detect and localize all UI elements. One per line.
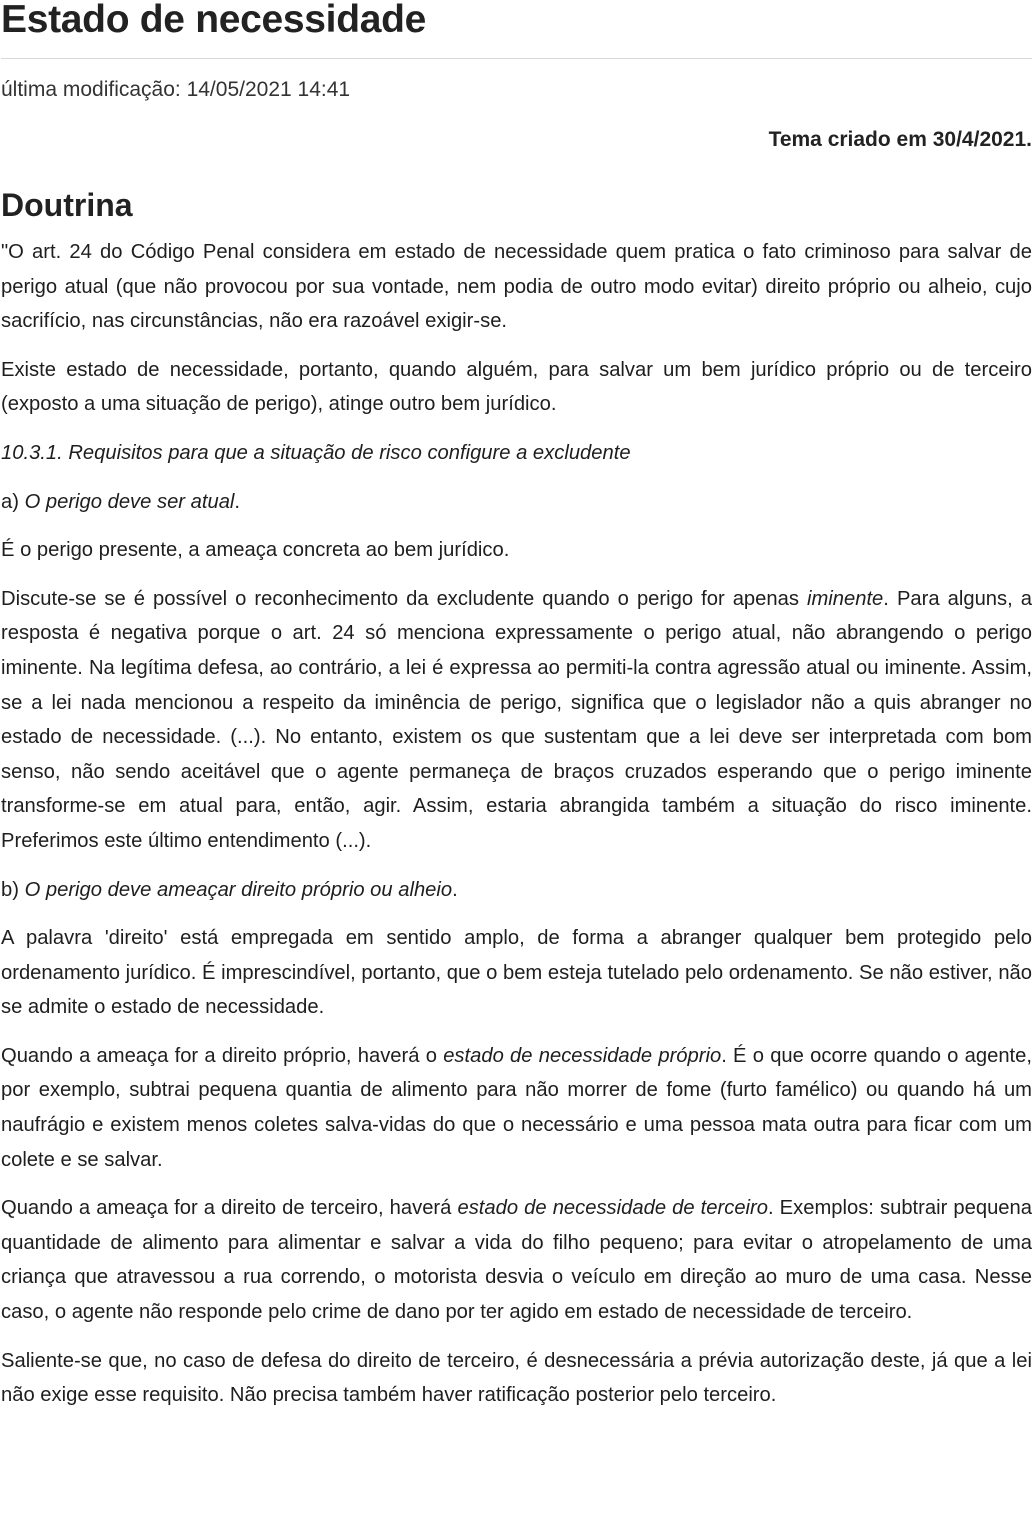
last-modified-date: última modificação: 14/05/2021 14:41 xyxy=(1,78,351,101)
paragraph-4-italic: iminente xyxy=(806,587,884,610)
paragraph-7-end: . Exemplos: subtrair pequena quantidade de alimento para alimentar e salvar a vida do filho pequeno; para evitar o atropelamento de uma criança que atravessou a rua correndo, o motorista desvia o veículo em direção ao muro de uma casa. Nesse caso, o agente não responde pelo crime de dano por ter agido em estado de necessidade de terceiro. xyxy=(1,1197,1032,1324)
paragraph-6 xyxy=(1,1039,1032,1177)
paragraph-7 xyxy=(1,1191,1032,1329)
topic-created-date: Tema criado em 30/4/2021. xyxy=(768,128,1032,151)
paragraph-6-end: . É o que ocorre quando o agente, por exemplo, subtrai pequena quantia de alimento para não morrer de fome (furto famélico) ou quando há um naufrágio e existem menos coletes salva-vidas do que o necessário e uma pessoa mata outra para ficar com um colete e se salvar. xyxy=(1,1044,1032,1171)
paragraph-4-start: Discute-se se é possível o reconhecimento da excludente quando o perigo for apenas xyxy=(1,587,807,610)
paragraph-5: A palavra 'direito' está empregada em sentido amplo, de forma a abranger qualquer bem protegido pelo ordenamento jurídico. É imprescindível, portanto, que o bem esteja tutelado pelo ordenamento. Se não estiver, não se admite o estado de necessidade. xyxy=(1,927,1032,1019)
subheading-requisitos xyxy=(1,436,1032,471)
requisito-b-prefix: b) xyxy=(1,878,25,901)
paragraph-1: "O art. 24 do Código Penal considera em estado de necessidade quem pratica o fato criminoso para salvar de perigo atual (que não provocou por sua vontade, nem podia de outro modo evitar) direito próprio ou alheio, cujo sacrifício, nas circunstâncias, não era razoável exigir-se. xyxy=(1,241,1032,333)
paragraph-4 xyxy=(1,582,1032,859)
requisito-b-suffix: . xyxy=(452,878,458,901)
paragraph-4-end: . Para alguns, a resposta é negativa porque o art. 24 só menciona expressamente o perigo atual, não abrangendo o perigo iminente. Na legítima defesa, ao contrário, a lei é expressa ao permiti-la contra agressão atual ou iminente. Assim, se a lei nada mencionou a respeito da iminência de perigo, significa que o legislador não a quis abranger no estado de necessidade. (...). No entanto, existem os que sustentam que a lei deve ser interpretada com bom senso, não sendo aceitável que o agente permaneça de braços cruzados esperando que o perigo iminente transforme-se em atual para, então, agir. Assim, estaria abrangida também a situação do risco iminente. Preferimos este último entendimento (...). xyxy=(1,587,1032,852)
paragraph-8: Saliente-se que, no caso de defesa do direito de terceiro, é desnecessária a prévia autorização deste, já que a lei não exige esse requisito. Não precisa também haver ratificação posterior pelo terceiro. xyxy=(1,1349,1032,1407)
requisito-a-text: O perigo deve ser atual xyxy=(24,490,235,513)
subheading-text: 10.3.1. Requisitos para que a situação de risco configure a excludente xyxy=(1,441,631,464)
paragraph-2: Existe estado de necessidade, portanto, quando alguém, para salvar um bem jurídico próprio ou de terceiro (exposto a uma situação de perigo), atinge outro bem jurídico. xyxy=(1,358,1032,416)
requisito-b xyxy=(1,873,1032,908)
paragraph-6-start: Quando a ameaça for a direito próprio, haverá o xyxy=(1,1044,444,1067)
page-title: Estado de necessidade xyxy=(1,0,427,41)
paragraph-3: É o perigo presente, a ameaça concreta ao bem jurídico. xyxy=(1,539,510,562)
paragraph-6-italic: estado de necessidade próprio xyxy=(443,1044,722,1067)
requisito-a-suffix: . xyxy=(234,490,241,513)
requisito-a xyxy=(1,485,1032,520)
paragraph-7-italic: estado de necessidade de terceiro xyxy=(457,1197,768,1220)
section-heading-doutrina: Doutrina xyxy=(1,187,133,223)
requisito-a-prefix: a) xyxy=(1,490,25,513)
requisito-b-text: O perigo deve ameaçar direito próprio ou alheio xyxy=(24,878,453,901)
title-divider xyxy=(1,58,1032,59)
paragraph-7-start: Quando a ameaça for a direito de terceiro, haverá xyxy=(1,1197,458,1220)
